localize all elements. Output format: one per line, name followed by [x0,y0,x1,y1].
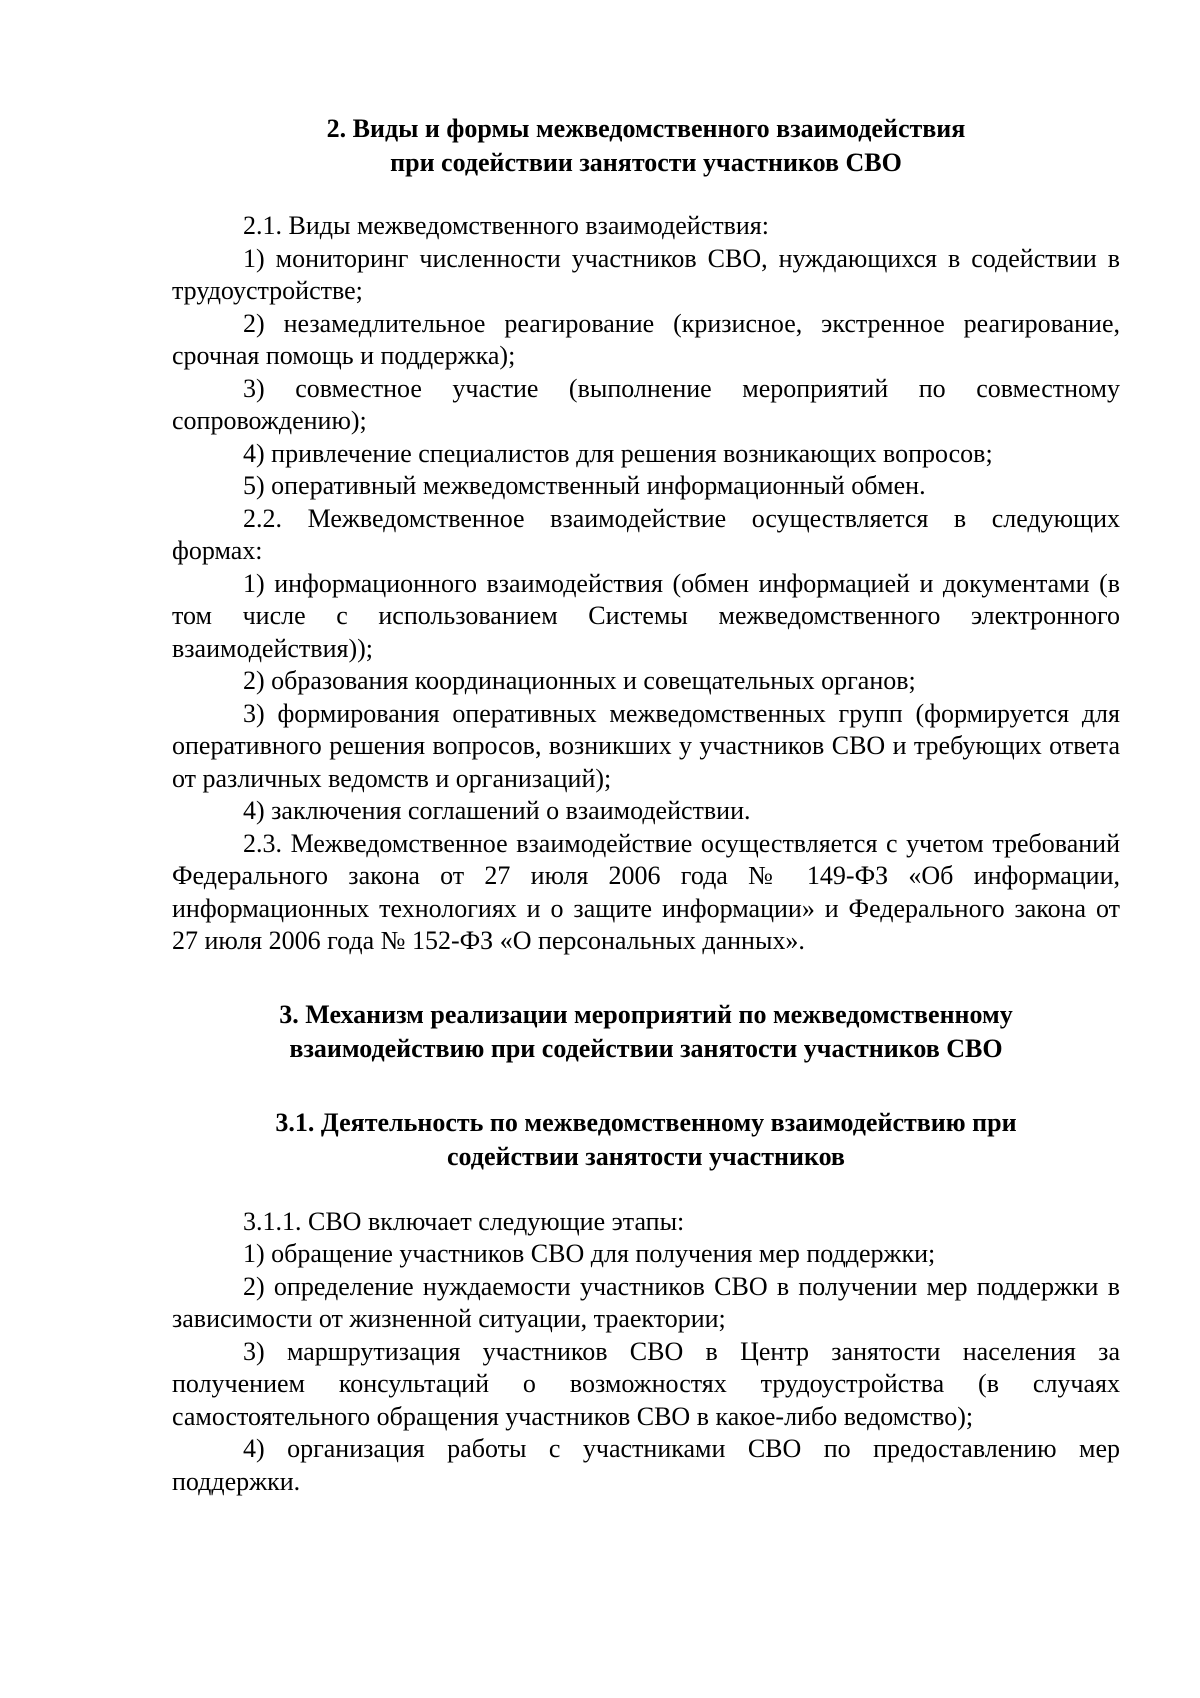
section-3-1-body [172,1206,1120,1499]
section-3-heading [172,998,1120,1066]
document-page [172,112,1120,1498]
list-item-3-1-1-4: 4) организация работы с участниками СВО по предоставлению мер поддержки. [172,1434,1120,1496]
list-item-2-2-1: 1) информационного взаимодействия (обмен информацией и документами (в том числе с использованием Системы межведомственного электронного взаимодействия)); [172,568,1120,663]
list-item-2-1-1: 1) мониторинг численности участников СВО, нуждающихся в содействии в трудоустройстве; [172,243,1120,305]
list-item-2-2-3: 3) формирования оперативных межведомственных групп (формируется для оперативного решения вопросов, возникших у участников СВО и требующих ответа от различных ведомств и организаций); [172,698,1120,793]
paragraph-3-1-1: 3.1.1. СВО включает следующие этапы: [243,1206,685,1236]
list-item-2-1-5: 5) оперативный межведомственный информационный обмен. [243,471,926,500]
section-2-heading-line-1: 2. Виды и формы межведомственного взаимодействия [326,114,966,143]
paragraph-2-2: 2.2. Межведомственное взаимодействие осуществляется в следующих формах: [172,503,1120,565]
paragraph-2-3: 2.3. Межведомственное взаимодействие осуществляется с учетом требований Федерального закона от 27 июля 2006 года № 149-ФЗ «Об информации, информационных технологиях и о защите информации» и Федерального закона от 27 июля 2006 года № 152-ФЗ «О персональных данных». [172,828,1120,955]
list-item-3-1-1-2: 2) определение нуждаемости участников СВО в получении мер поддержки в зависимости от жизненной ситуации, траектории; [172,1271,1120,1333]
paragraph-2-1: 2.1. Виды межведомственного взаимодействия: [243,211,769,240]
section-3-heading-line-2: взаимодействию при содействии занятости участников СВО [289,1033,1003,1063]
section-2-heading-line-2: при содействии занятости участников СВО [390,148,902,177]
section-3-heading-line-1: 3. Механизм реализации мероприятий по межведомственному [279,999,1013,1029]
list-item-2-2-2: 2) образования координационных и совещательных органов; [243,666,916,695]
list-item-2-1-4: 4) привлечение специалистов для решения возникающих вопросов; [243,438,993,468]
list-item-2-1-2: 2) незамедлительное реагирование (кризисное, экстренное реагирование, срочная помощь и поддержка); [172,308,1120,370]
list-item-2-2-4: 4) заключения соглашений о взаимодействии. [243,796,751,825]
section-2-heading [172,112,1120,180]
list-item-3-1-1-3: 3) маршрутизация участников СВО в Центр занятости населения за получением консультаций о возможностях трудоустройства (в случаях самостоятельного обращения участников СВО в какое-либо ведомство); [172,1336,1120,1431]
list-item-3-1-1-1: 1) обращение участников СВО для получения мер поддержки; [243,1239,936,1268]
section-3-1-heading-line-1: 3.1. Деятельность по межведомственному взаимодействию при [275,1107,1017,1137]
section-3-1-heading [172,1106,1120,1174]
section-3-1-heading-line-2: содействии занятости участников [447,1141,845,1171]
list-item-2-1-3: 3) совместное участие (выполнение мероприятий по совместному сопровождению); [172,373,1120,435]
section-2-body [172,210,1120,958]
